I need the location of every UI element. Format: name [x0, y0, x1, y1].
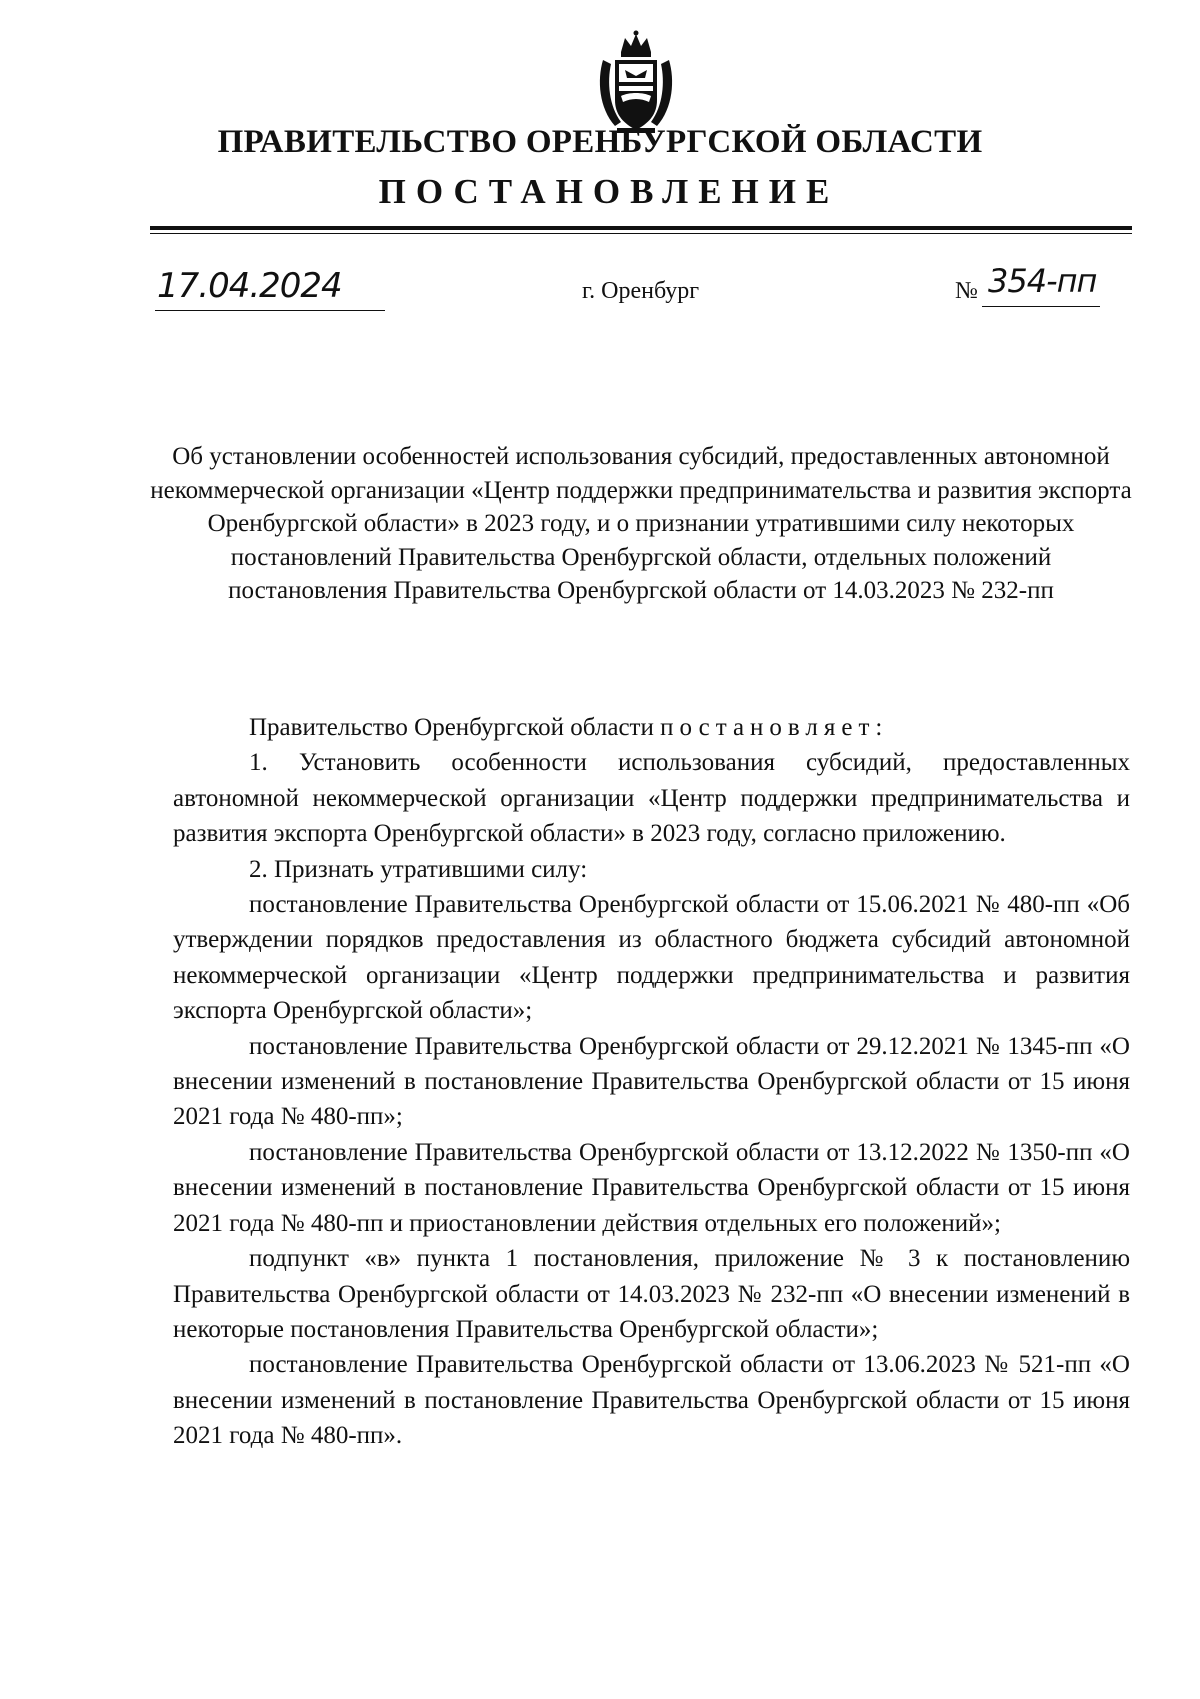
paragraph-3: постановление Правительства Оренбургской области от 15.06.2021 № 480-пп «Об утверждении порядков предоставления из областного бюджета субсидий автономной некоммерческой организации «Центр поддержки предпринимательства и развития экспорта Оренбургской области»; — [173, 891, 1130, 1025]
document-date: 17.04.2024 — [157, 266, 342, 306]
paragraph-6: подпункт «в» пункта 1 постановления, приложение № 3 к постановлению Правительства Оренбургской области от 14.03.2023 № 232-пп «О внесении изменений в некоторые постановления Правительства Оренбургской области»; — [173, 1245, 1130, 1343]
document-title: Об установлении особенностей использования субсидий, предоставленных автономной некоммерческой организации «Центр поддержки предпринимательства и развития экспорта Оренбургской области» в 2023 году, и о признании утратившими силу некоторых постановлений Правительства Оренбургской области, отдельных положений постановления Правительства Оренбургской области от 14.03.2023 № 232-пп — [150, 443, 1132, 604]
document-body — [173, 710, 1130, 1454]
preamble-verb: постановляет: — [660, 714, 889, 741]
organization-name: ПРАВИТЕЛЬСТВО ОРЕНБУРГСКОЙ ОБЛАСТИ — [217, 124, 983, 160]
paragraph-2: 2. Признать утратившими силу: — [249, 855, 588, 883]
paragraph-7: постановление Правительства Оренбургской области от 13.06.2023 № 521-пп «О внесении изменений в постановление Правительства Оренбургской области от 15 июня 2021 года № 480-пп». — [173, 1351, 1130, 1450]
preamble-subject: Правительство Оренбургской области — [249, 714, 654, 741]
document-number-label: № — [955, 278, 978, 304]
header-divider-thin — [150, 233, 1132, 234]
coat-of-arms-icon — [595, 30, 677, 134]
document-date-field — [155, 268, 385, 311]
header-divider — [150, 226, 1132, 230]
paragraph-5: постановление Правительства Оренбургской области от 13.12.2022 № 1350-пп «О внесении изменений в постановление Правительства Оренбургской области от 15 июня 2021 года № 480-пп и приостановлении действия отдельных его положений»; — [173, 1138, 1130, 1237]
paragraph-1: 1. Установить особенности использования субсидий, предоставленных автономной некоммерческой организации «Центр поддержки предпринимательства и развития экспорта Оренбургской области» в 2023 году, согласно приложению. — [173, 749, 1130, 848]
document-number-field — [982, 262, 1100, 307]
paragraph-4: постановление Правительства Оренбургской области от 29.12.2021 № 1345-пп «О внесении изменений в постановление Правительства Оренбургской области от 15 июня 2021 года № 480-пп»; — [173, 1032, 1130, 1131]
document-type: ПОСТАНОВЛЕНИЕ — [378, 172, 840, 211]
document-city: г. Оренбург — [582, 278, 700, 304]
preamble — [173, 710, 1130, 745]
document-number: 354-пп — [988, 262, 1097, 300]
